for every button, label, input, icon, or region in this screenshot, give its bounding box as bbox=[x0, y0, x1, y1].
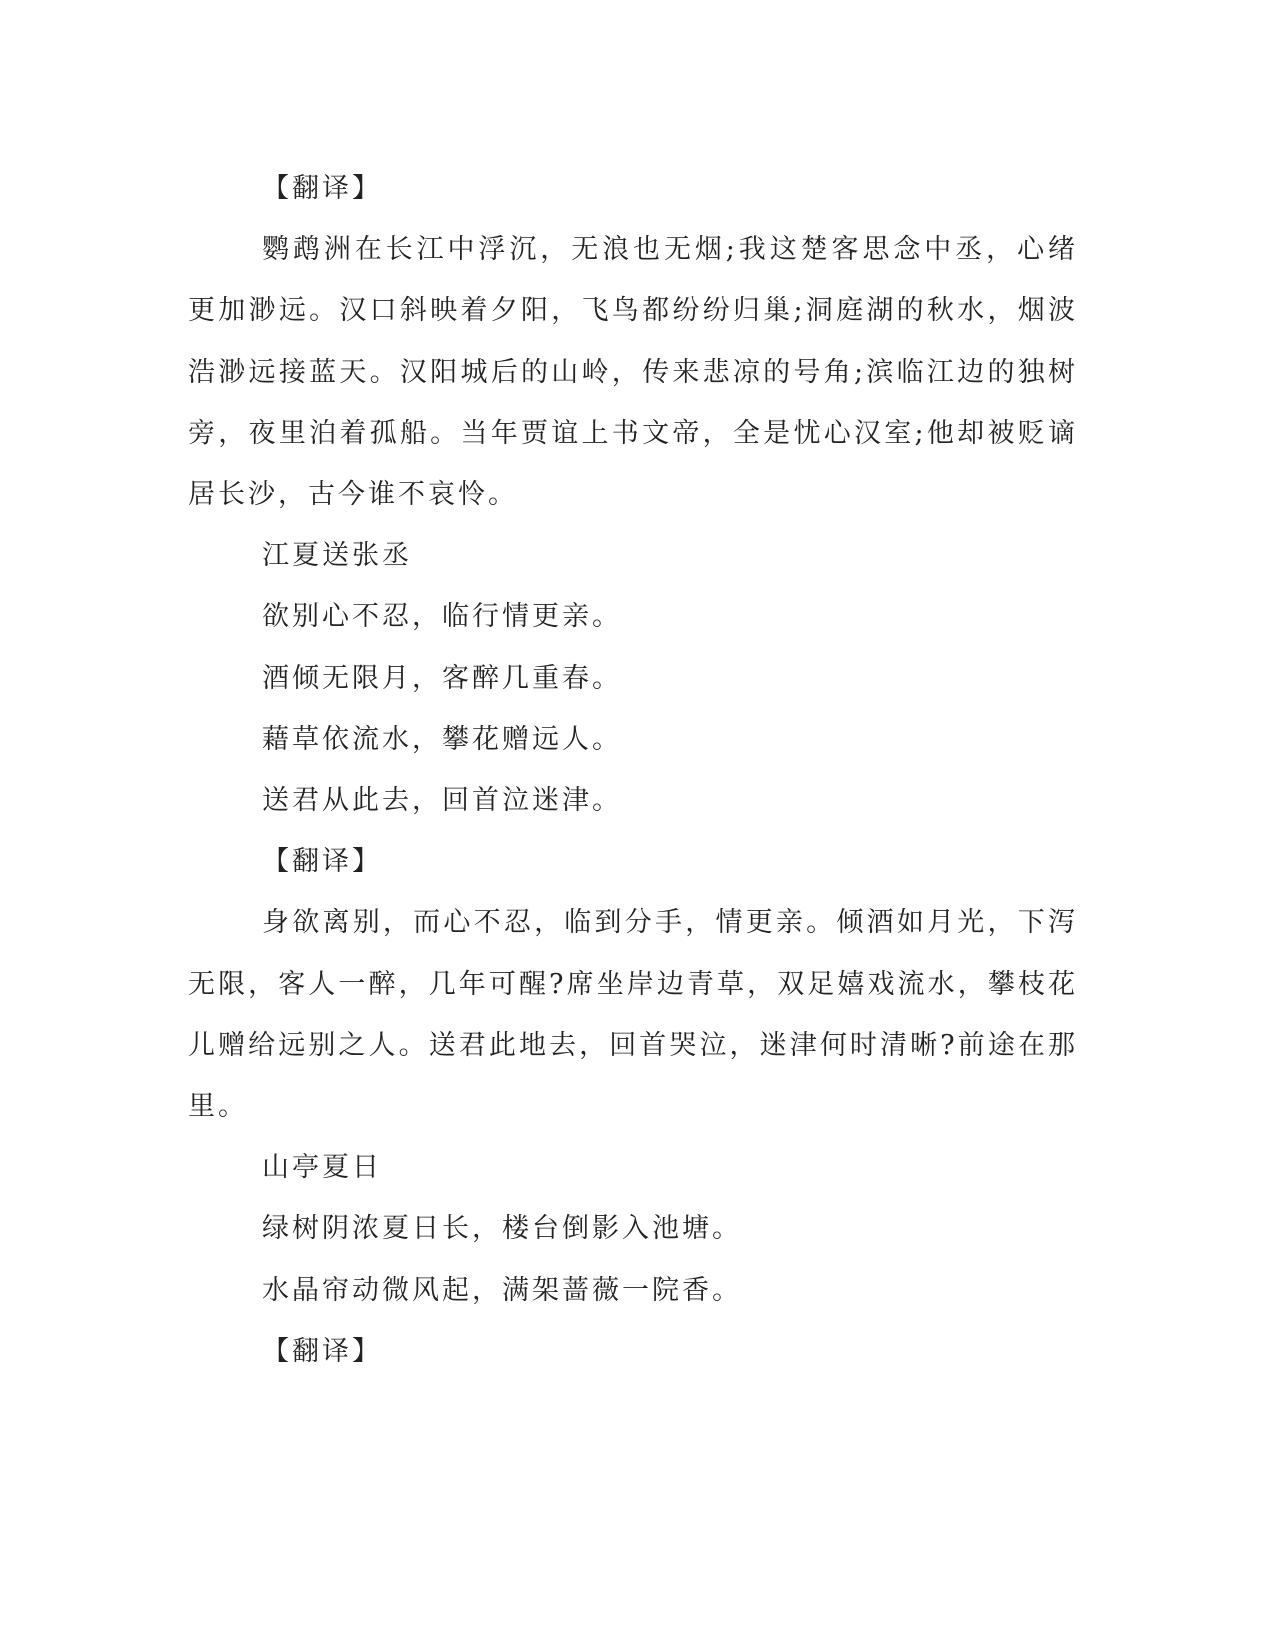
translation-heading: 【翻译】 bbox=[262, 173, 382, 204]
poem-title: 江夏送张丞 bbox=[262, 540, 412, 572]
poem-line: 绿树阴浓夏日长，楼台倒影入池塘。 bbox=[262, 1213, 742, 1245]
poem-line: 藉草依流水，攀花赠远人。 bbox=[262, 723, 622, 755]
translation-paragraph: 鹦鹉洲在长江中浮沉，无浪也无烟;我这楚客思念中丞，心绪更加渺远。汉口斜映着夕阳，飞鸟都纷纷归巢;洞庭湖的秋水，烟波浩渺远接蓝天。汉阳城后的山岭，传来悲凉的号角;滨临江边的独树旁，夜里泊着孤船。当年贾谊上书文帝，全是忧心汉室;他却被贬谪居长沙，古今谁不哀怜。 bbox=[188, 234, 1078, 511]
translation-heading: 【翻译】 bbox=[262, 1335, 382, 1367]
poem-line: 水晶帘动微风起，满架蔷薇一院香。 bbox=[262, 1274, 742, 1306]
translation-heading: 【翻译】 bbox=[262, 846, 382, 878]
document-body bbox=[188, 158, 1078, 1382]
poem-line: 欲别心不忍，临行情更亲。 bbox=[262, 601, 622, 633]
poem-line: 酒倾无限月，客醉几重春。 bbox=[262, 662, 622, 694]
translation-paragraph: 身欲离别，而心不忍，临到分手，情更亲。倾酒如月光，下泻无限，客人一醉，几年可醒?席坐岸边青草，双足嬉戏流水，攀枝花儿赠给远别之人。送君此地去，回首哭泣，迷津何时清晰?前途在那里。 bbox=[188, 907, 1078, 1123]
poem-line: 送君从此去，回首泣迷津。 bbox=[262, 785, 622, 817]
poem-title: 山亭夏日 bbox=[262, 1152, 382, 1184]
